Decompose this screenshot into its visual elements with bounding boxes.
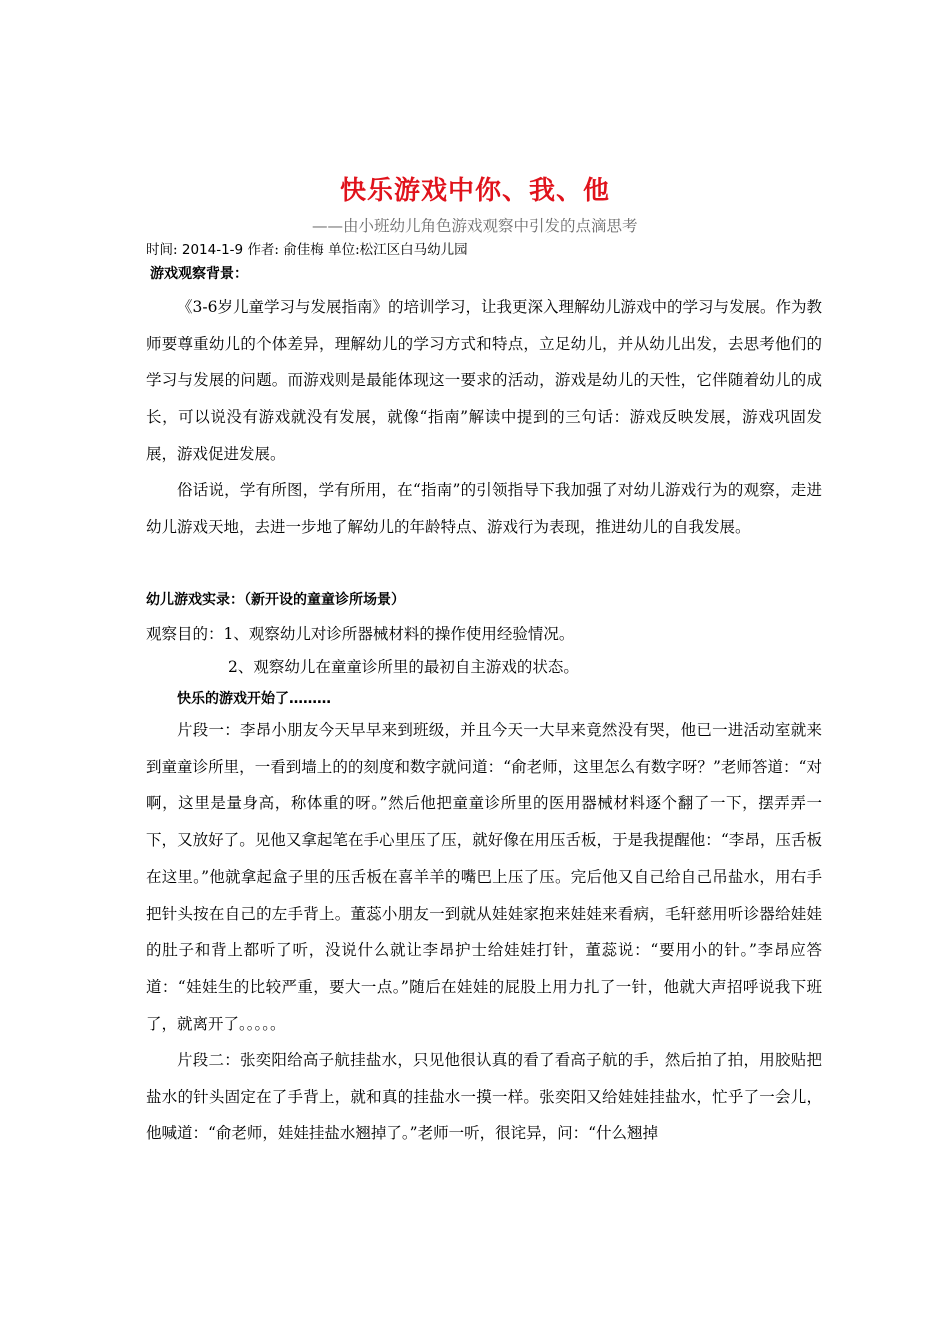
- background-heading: 游戏观察背景：: [150, 266, 248, 282]
- meta-author-label: 作者:: [247, 242, 279, 258]
- game-start-heading: 快乐的游戏开始了………: [177, 691, 331, 707]
- meta-time-label: 时间:: [146, 242, 178, 258]
- meta-unit-value: 松江区白马幼儿园: [359, 242, 468, 258]
- paragraph-fragment-2: 片段二：张奕阳给高子航挂盐水，只见他很认真的看了看高子航的手，然后拍了拍，用胶贴把盐水的针头固定在了手背上，就和真的挂盐水一摸一样。张奕阳又给娃娃挂盐水，忙乎了一会儿，他喊道：“俞老师，娃娃挂盐水翘掉了。”老师一听，很诧异，问：“什么翘掉: [146, 1051, 822, 1143]
- paragraph-background-2: 俗话说，学有所图，学有所用，在“指南”的引领指导下我加强了对幼儿游戏行为的观察，走进幼儿游戏天地，去进一步地了解幼儿的年龄特点、游戏行为表现，推进幼儿的自我发展。: [146, 481, 822, 536]
- document-title: 快乐游戏中你、我、他: [339, 176, 610, 206]
- meta-unit-label: 单位:: [328, 242, 360, 258]
- observation-purpose-2: 2、观察幼儿在童童诊所里的最初自主游戏的状态。: [228, 658, 579, 676]
- document-subtitle: ——由小班幼儿角色游戏观察中引发的点滴思考: [312, 217, 638, 235]
- record-heading: 幼儿游戏实录：（新开设的童童诊所场景）: [146, 592, 405, 608]
- paragraph-fragment-1: 片段一：李昂小朋友今天早早来到班级，并且今天一大早来竟然没有哭，他已一进活动室就来到童童诊所里，一看到墙上的的刻度和数字就问道：“俞老师，这里怎么有数字呀？”老师答道：“对啊，这里是量身高，称体重的呀。”然后他把童童诊所里的医用器械材料逐个翻了一下，摆弄弄一下，又放好了。见他又拿起笔在手心里压了压，就好像在用压舌板，于是我提醒他：“李昂，压舌板在这里。”他就拿起盒子里的压舌板在喜羊羊的嘴巴上压了压。完后他又自己给自己吊盐水，用右手把针头按在自己的左手背上。董蕊小朋友一到就从娃娃家抱来娃娃来看病，毛轩慈用听诊器给娃娃的肚子和背上都听了听，没说什么就让李昂护士给娃娃打针，董蕊说：“要用小的针。”李昂应答道：“娃娃生的比较严重，要大一点。”随后在娃娃的屁股上用力扎了一针，他就大声招呼说我下班了，就离开了。。。。。: [146, 721, 822, 1033]
- observation-purpose-1: 观察目的：1、观察幼儿对诊所器械材料的操作使用经验情况。: [146, 625, 575, 643]
- meta-time-value: 2014-1-9: [181, 242, 244, 258]
- document-meta: [146, 238, 468, 258]
- paragraph-background-1: 《3-6岁儿童学习与发展指南》的培训学习，让我更深入理解幼儿游戏中的学习与发展。作为教师要尊重幼儿的个体差异，理解幼儿的学习方式和特点，立足幼儿，并从幼儿出发，去思考他们的学习与发展的问题。而游戏则是最能体现这一要求的活动，游戏是幼儿的天性，它伴随着幼儿的成长，可以说没有游戏就没有发展，就像“指南”解读中提到的三句话：游戏反映发展，游戏巩固发展，游戏促进发展。: [146, 298, 822, 463]
- meta-author-value: 俞佳梅: [283, 242, 324, 258]
